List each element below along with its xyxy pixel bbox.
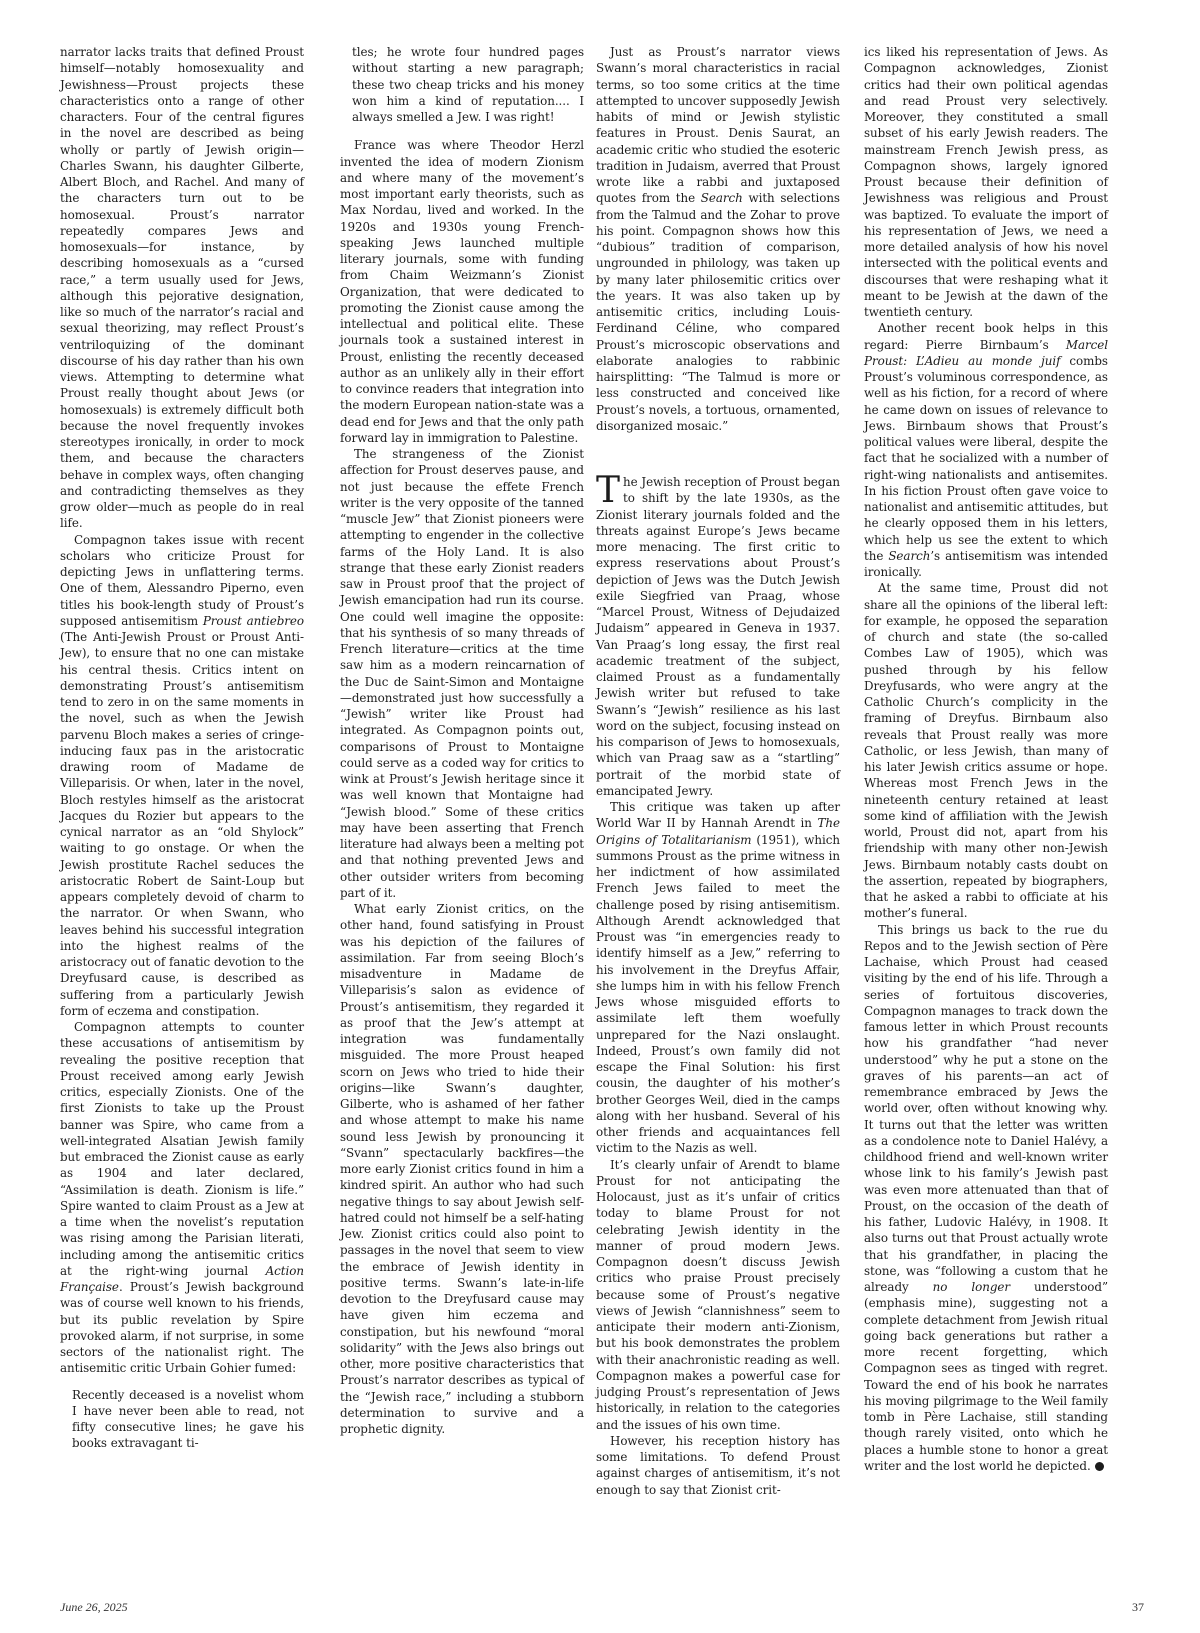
paragraph: At the same time, Proust did not share all the opinions of the liberal left: for example, he opposed the separation of church and state (the so-called Combes Law of 1905), which was pushed through by his fellow Dreyfusards, who were angry at the Catholic Church’s complicity in the framing of Dreyfus. Birnbaum also reveals that Proust really was more Catholic, or less Jewish, than many of his later Jewish critics assume or hope. Whereas most French Jews in the nineteenth century retained at least some kind of affiliation with the Jewish world, Proust did not, apart from his friendship with many other non-Jewish Jews. Birnbaum notably casts doubt on the assertion, repeated by biographers, that he asked a rabbi to officiate at his mother’s funeral.: [864, 581, 1108, 921]
paragraph: [596, 799, 840, 1157]
paragraph: ics liked his representation of Jews. As Compagnon acknowledges, Zionist critics had their own political agendas and read Proust very selectively. Moreover, they constituted a small subset of his early Jewish readers. The mainstream French Jewish press, as Compagnon shows, largely ignored Proust because their definition of Jewishness was religious and Proust was baptized. To evaluate the import of his representation of Jews, we need a more detailed analysis of how his novel intersected with the political events and discourses that were reshaping what it meant to be Jewish at the dawn of the twentieth century.: [864, 45, 1108, 319]
drop-cap: T: [596, 470, 620, 511]
paragraph: [60, 1019, 304, 1377]
column-3: [596, 44, 840, 1498]
book-title: Search: [888, 548, 931, 563]
paragraph: However, his reception history has some limitations. To defend Proust against charges of antisemitism, it’s not enough to say that Zionist crit-: [596, 1433, 840, 1497]
text-run: Another recent book helps in this regard: Pierre Birnbaum’s: [864, 321, 1108, 352]
paragraph: [864, 922, 1108, 1475]
text-run: understood” (emphasis mine), suggesting not a complete detachment from Jewish ritual going back generations but rather a more recent forgetting, which Compagnon sees as tinged with regret. Toward the end of his book he narrates his moving pilgrimage to the Weil family tomb in Père Lachaise, still standing though rarely visited, onto which he places a humble stone to honor a great writer and the lost world he depicted.: [864, 1280, 1108, 1473]
paragraph: [596, 44, 840, 434]
issue-date: June 26, 2025: [60, 1600, 128, 1614]
block-quote-continued: tles; he wrote four hundred pages without starting a new paragraph; these two cheap tricks and his money won him a kind of reputation.... I always smelled a Jew. I was right!: [352, 45, 584, 124]
journal-title: Action Française: [60, 1263, 304, 1294]
page-number: 37: [1132, 1600, 1144, 1614]
text-run: Just as Proust’s narrator views Swann’s moral characteristics in racial terms, so too some critics at the time attempted to uncover supposedly Jewish habits of mind or Jewish stylistic features in Proust. Denis Saurat, an academic critic who studied the esoteric tradition in Judaism, averred that Proust wrote like a rabbi and juxtaposed quotes from the: [596, 45, 840, 206]
paragraph: The strangeness of the Zionist affection for Proust deserves pause, and not just because the effete French writer is the very opposite of the tanned “muscle Jew” that Zionist pioneers were attempting to engender in the collective farms of the Holy Land. It is also strange that these early Zionist readers saw in Proust proof that the project of Jewish emancipation had run its course. One could well imagine the opposite: that his synthesis of so many threads of French literature—critics at the time saw him as a modern reincarnation of the Duc de Saint-Simon and Montaigne—demonstrated just how successfully a “Jewish” writer like Proust had integrated. As Compagnon points out, comparisons of Proust to Montaigne could serve as a coded way for critics to wink at Proust’s Jewish heritage since it was well known that Montaigne had “Jewish blood.” Some of these critics may have been asserting that French literature had always been a melting pot and that nothing prevented Jews and other outsider writers from becoming part of it.: [340, 447, 584, 900]
text-run: . Proust’s Jewish background was of course well known to his friends, but its public revelation by Spire provoked alarm, if not surprise, in some sectors of the nationalist right. The antisemitic critic Urbain Gohier fumed:: [60, 1280, 304, 1376]
text-run: Compagnon takes issue with recent scholars who criticize Proust for depicting Jews in unflattering terms. One of them, Alessandro Piperno, even titles his book-length study of Proust’s supposed antisemitism: [60, 532, 304, 628]
column-4: [864, 44, 1108, 1474]
text-run: he Jewish reception of Proust began to shift by the late 1930s, as the Zionist literary journals folded and the threats against Europe’s Jews became more menacing. The first critic to express reservations about Proust’s depiction of Jews was the Dutch Jewish exile Siegfried van Praag, whose “Marcel Proust, Witness of Dejudaized Judaism” appeared in Geneva in 1937. Van Praag’s long essay, the first real academic treatment of the subject, claimed Proust as a fundamentally Jewish writer but refused to take Swann’s “Jewish” resilience as his last word on the subject, focusing instead on his comparison of Jews to homosexuals, which van Praag saw as a “startling” portrait of the morbid state of emancipated Jewry.: [596, 475, 840, 798]
emphasis: no longer: [932, 1280, 1011, 1294]
paragraph: France was where Theodor Herzl invented the idea of modern Zionism and where many of the movement’s most important early theorists, such as Max Nordau, lived and worked. In the 1920s and 1930s young French-speaking Jews launched multiple literary journals, some with funding from Chaim Weizmann’s Zionist Organization, that were dedicated to promoting the Zionist cause among the intellectual and political elite. These journals took a sustained interest in Proust, enlisting the recently deceased author as an unlikely ally in their effort to convince readers that integration into the modern European nation-state was a dead end for Jews and that the only path forward lay in immigration to Palestine.: [340, 138, 584, 445]
book-title: Proust antiebreo: [202, 613, 305, 628]
book-title: Search: [700, 191, 743, 206]
column-2: [340, 44, 584, 1437]
text-run: Compagnon attempts to counter these accusations of antisemitism by revealing the positive reception that Proust received among early Jewish critics, especially Zionists. One of the first Zionists to take up the Proust banner was Spire, who came from a well-integrated Alsatian Jewish family but embraced the Zionist cause as early as 1904 and later declared, “Assimilation is death. Zionism is life.” Spire wanted to claim Proust as a Jew at a time when the novelist’s reputation was rising among the Parisian literati, including among the antisemitic critics at the right-wing journal: [60, 1020, 304, 1278]
paragraph: narrator lacks traits that defined Proust himself—notably homosexuality and Jewishness—Proust projects these characteristics onto a range of other characters. Four of the central figures in the novel are described as being wholly or partly of Jewish origin—Charles Swann, his daughter Gilberte, Albert Bloch, and Rachel. And many of the characters turn out to be homosexual. Proust’s narrator repeatedly compares Jews and homosexuals—for instance, by describing homosexuals as a “cursed race,” a term usually used for Jews, although this pejorative designation, like so much of the narrator’s racial and sexual theorizing, may reflect Proust’s ventriloquizing of the dominant discourse of his day rather than his own views. Attempting to determine what Proust really thought about Jews (or homosexuals) is extremely difficult both because the novel frequently invokes stereotypes ironically, in order to mock them, and because the characters behave in complex ways, often changing and contradicting themselves as they grow older—much as people do in real life.: [60, 45, 304, 531]
text-run: ’s antisemitism was intended ironically.: [864, 548, 1108, 579]
book-title: Marcel Proust: L’Adieu au monde juif: [864, 337, 1108, 368]
text-run: combs Proust’s voluminous correspondence, as well as his fiction, for a record of where he came down on issues of relevance to Jews. Birnbaum shows that Proust’s political values were liberal, despite the fact that he socialized with a number of right-wing nationalists and antisemites. In his fiction Proust often gave voice to nationalist and antisemitic attitudes, but he clearly opposed them in his letters, which help us see the extent to which the: [864, 353, 1108, 563]
text-run: This brings us back to the rue du Repos and to the Jewish section of Père Lachaise, which Proust had ceased visiting by the end of his life. Through a series of fortuitous discoveries, Compagnon manages to track down the famous letter in which Proust recounts how his grandfather “had never understood” why he put a stone on the graves of his parents—an act of remembrance embraced by Jews the world over, often without knowing why. It turns out that the letter was written as a condolence note to Daniel Halévy, a childhood friend and well-known writer whose link to his family’s Jewish past was even more attenuated than that of Proust, on the occasion of the death of his father, Ludovic Halévy, in 1908. It also turns out that Proust actually wrote that his grandfather, in placing the stone, was “following a custom that he already: [864, 922, 1108, 1294]
book-title: The Origins of Totalitarianism: [596, 816, 840, 847]
text-run: (1951), which summons Proust as the prime witness in her indictment of how assimilated French Jews failed to meet the challenge posed by rising antisemitism. Although Arendt acknowledged that Proust was “in emergencies ready to identify himself as a Jew,” referring to his involvement in the Dreyfus Affair, she lumps him in with his fellow French Jews whose misguided efforts to assimilate left them woefully unprepared for the Nazi onslaught. Indeed, Proust’s own family did not escape the Final Solution: his first cousin, the daughter of his mother’s brother Georges Weil, died in the camps along with her husband. Several of his other friends and acquaintances fell victim to the Nazis as well.: [596, 832, 841, 1156]
paragraph: What early Zionist critics, on the other hand, found satisfying in Proust was his depiction of the failures of assimilation. Far from seeing Bloch’s misadventure in Madame de Villeparisis’s salon as evidence of Proust’s antisemitism, they regarded it as proof that the Jew’s attempt at integration was fundamentally misguided. The more Proust heaped scorn on Jews who tried to hide their origins—like Swann’s daughter, Gilberte, who is ashamed of her father and whose attempt to make his name sound less Jewish by pronouncing it “Svann” spectacularly backfires—the more early Zionist critics found in him a kindred spirit. An author who had such negative things to say about Jewish self-hatred could not himself be a self-hating Jew. Zionist critics could also point to passages in the novel that seem to view the embrace of Jewish identity in positive terms. Swann’s late-in-life devotion to the Dreyfusard cause may have given him eczema and constipation, but his newfound “moral solidarity” with the Jews also brings out other, more positive characteristics that Proust’s narrator describes as typical of the “Jewish race,” including a stubborn determination to survive and a prophetic dignity.: [340, 902, 584, 1436]
block-quote: Recently deceased is a novelist whom I have never been able to read, not fifty consecutive lines; he gave his books extravagant ti-: [72, 1387, 304, 1451]
paragraph: [864, 320, 1108, 580]
section-opening-paragraph: [596, 470, 840, 799]
text-run: (The Anti-Jewish Proust or Proust Anti-Jew), to ensure that no one can mistake his central thesis. Critics intent on demonstrating Proust’s antisemitism tend to zero in on the same moments in the novel, such as when the Jewish parvenu Bloch makes a series of cringe-inducing faux pas in the aristocratic drawing room of Madame de Villeparisis. Or when, later in the novel, Bloch restyles himself as the aristocrat Jacques du Rozier but appears to the cynical narrator as an “old Shylock” waiting to go onstage. Or when the Jewish prostitute Rachel seduces the aristocratic Robert de Saint-Loup but appears completely devoid of charm to the narrator. Or when Swann, who leaves behind his successful integration into the highest realms of the aristocracy out of fanatic devotion to the Dreyfusard cause, is described as suffering from a particularly Jewish form of eczema and constipation.: [60, 630, 304, 1018]
end-of-article-bullet-icon: [1095, 1462, 1104, 1471]
paragraph: It’s clearly unfair of Arendt to blame Proust for not anticipating the Holocaust, just as it’s unfair of critics today to blame Proust for not celebrating Jewish identity in the manner of proud modern Jews. Compagnon doesn’t discuss Jewish critics who praise Proust precisely because some of Proust’s negative views of Jewish “clannishness” seem to anticipate their modern anti-Zionism, but his book demonstrates the problem with their anachronistic reading as well. Compagnon makes a powerful case for judging Proust’s representation of Jews historically, in relation to the categories and the issues of his own time.: [596, 1157, 840, 1432]
text-run: with selections from the Talmud and the Zohar to prove his point. Compagnon shows how this “dubious” tradition of comparison, ungrounded in philology, was taken up by many later philosemitic critics over the years. It was also taken up by antisemitic critics, including Louis-Ferdinand Céline, who compared Proust’s microscopic observations and elaborate analogies to rabbinic hairsplitting: “The Talmud is more or less constructed and conceived like Proust’s novels, a tortuous, ornamented, disorganized mosaic.”: [596, 191, 840, 433]
column-1: [60, 44, 304, 1464]
text-run: This critique was taken up after World War II by Hannah Arendt in: [596, 800, 840, 831]
paragraph: [60, 532, 304, 1020]
